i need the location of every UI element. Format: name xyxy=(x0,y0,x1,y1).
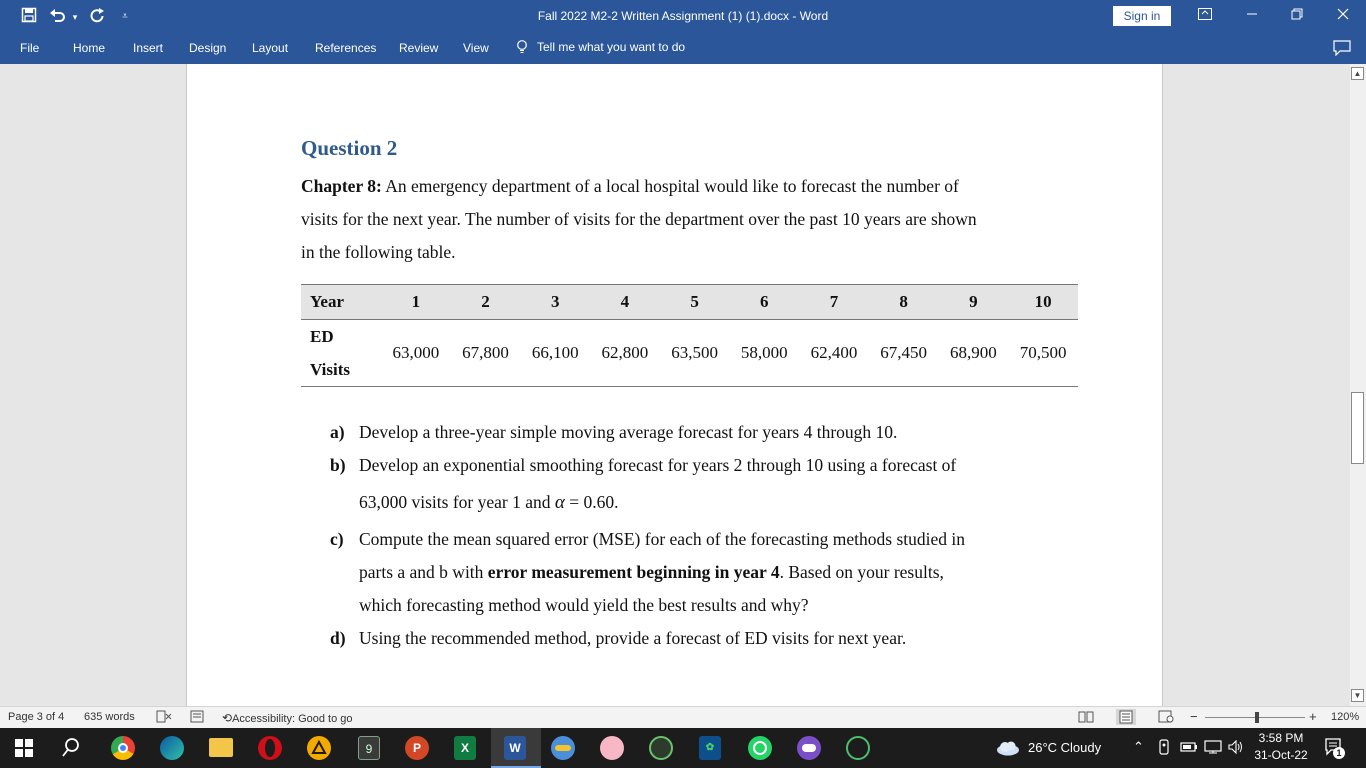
proofing-icon[interactable] xyxy=(156,710,172,726)
volume-icon[interactable] xyxy=(1228,740,1244,757)
accessibility-icon: ⟲ xyxy=(222,711,233,725)
tab-design[interactable]: Design xyxy=(189,41,227,55)
document-page[interactable] xyxy=(186,64,1163,706)
chrome-icon[interactable] xyxy=(111,736,135,760)
battery-icon[interactable] xyxy=(1180,740,1198,757)
file-explorer-icon[interactable] xyxy=(209,738,233,757)
meet-now-icon[interactable] xyxy=(1157,739,1171,758)
app-green-circle-icon[interactable] xyxy=(649,736,673,760)
question-a-text: Develop a three-year simple moving average forecast for years 4 through 10. xyxy=(359,422,898,442)
table-header-cell: 1 xyxy=(381,285,451,320)
clock-date: 31-Oct-22 xyxy=(1254,748,1308,762)
app-triangle-icon[interactable] xyxy=(307,736,331,760)
emphasis-text: error measurement beginning in year 4 xyxy=(487,562,780,582)
scroll-thumb[interactable] xyxy=(1351,392,1364,464)
weather-icon[interactable] xyxy=(996,740,1020,759)
search-icon[interactable] xyxy=(62,738,80,763)
notification-center-icon[interactable] xyxy=(1325,738,1343,759)
table-cell: 66,100 xyxy=(520,320,590,387)
undo-dropdown-icon[interactable]: ▾ xyxy=(72,12,78,22)
minimize-icon[interactable] xyxy=(1240,5,1264,27)
customize-quick-access-icon[interactable]: ⩡ xyxy=(122,11,128,22)
accessibility-status[interactable]: ⟲Accessibility: Good to go xyxy=(222,711,353,725)
tab-view[interactable]: View xyxy=(463,41,489,55)
table-cell: 67,450 xyxy=(869,320,939,387)
question-c-text-line-3: which forecasting method would yield the best results and why? xyxy=(359,595,809,615)
word-icon: W xyxy=(504,736,526,760)
word-count[interactable]: 635 words xyxy=(84,711,135,723)
intro-paragraph-line-3: in the following table. xyxy=(301,242,456,262)
lightbulb-icon xyxy=(516,40,528,54)
page-count[interactable]: Page 3 of 4 xyxy=(8,711,65,723)
chapter-label: Chapter 8: xyxy=(301,176,382,196)
table-header-cell: 6 xyxy=(729,285,799,320)
weather-text[interactable]: 26°C Cloudy xyxy=(1028,740,1102,755)
table-header-cell: 3 xyxy=(520,285,590,320)
table-header-cell: 7 xyxy=(799,285,869,320)
word-taskbar-button[interactable] xyxy=(491,728,541,768)
restore-icon[interactable] xyxy=(1285,5,1309,27)
table-header-year: Year xyxy=(301,285,381,320)
table-header-cell: 2 xyxy=(451,285,521,320)
question-b-label: b) xyxy=(330,455,346,475)
windows-start-icon[interactable] xyxy=(15,739,33,762)
table-header-cell: 9 xyxy=(939,285,1009,320)
clock-time: 3:58 PM xyxy=(1258,731,1304,745)
app-snip-icon[interactable] xyxy=(551,736,575,760)
question-d-text: Using the recommended method, provide a forecast of ED visits for next year. xyxy=(359,628,907,648)
tab-references[interactable]: References xyxy=(315,41,377,55)
table-header-cell: 5 xyxy=(660,285,730,320)
intro-paragraph-line-1: Chapter 8: An emergency department of a local hospital would like to forecast the number of xyxy=(301,176,959,196)
table-cell: 62,800 xyxy=(590,320,660,387)
tab-review[interactable]: Review xyxy=(399,41,439,55)
zoom-in-button[interactable]: + xyxy=(1309,709,1317,724)
table-header-cell: 8 xyxy=(869,285,939,320)
close-icon[interactable] xyxy=(1331,5,1355,27)
notification-badge: 1 xyxy=(1333,747,1345,759)
read-mode-icon[interactable] xyxy=(1078,710,1094,726)
table-header-cell: 10 xyxy=(1008,285,1078,320)
zoom-level[interactable]: 120% xyxy=(1331,711,1360,723)
table-cell: 62,400 xyxy=(799,320,869,387)
show-hidden-icons-icon[interactable]: ⌃ xyxy=(1133,739,1144,754)
table-cell: 58,000 xyxy=(729,320,799,387)
table-header-cell: 4 xyxy=(590,285,660,320)
sign-in-button[interactable]: Sign in xyxy=(1113,6,1171,26)
tell-me-search[interactable] xyxy=(516,40,685,54)
question-c-text-line-2: parts a and b with error measurement beginning in year 4. Based on your results, xyxy=(359,562,944,582)
question-a-label: a) xyxy=(330,422,345,442)
title-bar xyxy=(0,0,1366,33)
question-c-label: c) xyxy=(330,529,344,549)
table-cell: 67,800 xyxy=(451,320,521,387)
table-cell: 70,500 xyxy=(1008,320,1078,387)
question-b-text-line-1: Develop an exponential smoothing forecast for years 2 through 10 using a forecast of xyxy=(359,455,957,475)
app-swirl-icon[interactable] xyxy=(846,736,870,760)
web-layout-icon[interactable] xyxy=(1158,710,1174,726)
app-flamingo-icon[interactable] xyxy=(600,736,624,760)
document-title: Fall 2022 M2-2 Written Assignment (1) (1).docx - Word xyxy=(537,9,829,23)
table-header-row xyxy=(301,285,1078,320)
taskbar xyxy=(0,728,1366,768)
status-bar xyxy=(0,706,1366,728)
clock[interactable] xyxy=(1253,731,1309,762)
excel-icon[interactable]: X xyxy=(454,736,476,760)
notepad-app-icon[interactable]: 9 xyxy=(358,736,380,760)
print-layout-icon[interactable] xyxy=(1116,709,1136,725)
scroll-down-icon[interactable]: ▼ xyxy=(1351,689,1364,702)
tab-insert[interactable]: Insert xyxy=(133,41,164,55)
tab-layout[interactable]: Layout xyxy=(252,41,289,55)
comments-icon[interactable] xyxy=(1333,40,1351,61)
tell-me-label: Tell me what you want to do xyxy=(537,40,686,54)
opera-icon[interactable] xyxy=(258,736,282,760)
app-blue-square-icon[interactable]: ✿ xyxy=(699,736,721,760)
scroll-up-icon[interactable]: ▲ xyxy=(1351,67,1364,80)
macro-record-icon[interactable] xyxy=(190,710,204,726)
network-icon[interactable] xyxy=(1204,740,1222,757)
table-cell: 68,900 xyxy=(939,320,1009,387)
edge-icon[interactable] xyxy=(160,736,184,760)
question-b-text-line-2: 63,000 visits for year 1 and α = 0.60. xyxy=(359,492,619,513)
visits-table xyxy=(301,284,1078,387)
question-c-text-line-1: Compute the mean squared error (MSE) for each of the forecasting methods studied in xyxy=(359,529,965,549)
zoom-slider-handle[interactable] xyxy=(1255,712,1259,723)
ribbon-tabs xyxy=(0,33,1366,64)
table-cell: 63,000 xyxy=(381,320,451,387)
vertical-scrollbar[interactable] xyxy=(1350,64,1366,706)
whatsapp-icon[interactable] xyxy=(748,736,772,760)
tab-home[interactable]: Home xyxy=(73,41,106,55)
zoom-out-button[interactable]: − xyxy=(1190,709,1198,724)
table-row-label: ED Visits xyxy=(301,320,381,387)
table-row xyxy=(301,320,1078,387)
tab-file[interactable]: File xyxy=(20,41,40,55)
document-canvas xyxy=(0,64,1350,706)
powerpoint-icon[interactable]: P xyxy=(405,736,429,760)
question-heading: Question 2 xyxy=(301,136,398,160)
intro-paragraph-line-2: visits for the next year. The number of visits for the department over the past 10 years are shown xyxy=(301,209,977,229)
alpha-symbol: α xyxy=(554,492,565,513)
table-cell: 63,500 xyxy=(660,320,730,387)
ribbon-display-options-icon[interactable] xyxy=(1193,5,1217,27)
app-purple-icon[interactable] xyxy=(797,736,821,760)
question-d-label: d) xyxy=(330,628,346,648)
